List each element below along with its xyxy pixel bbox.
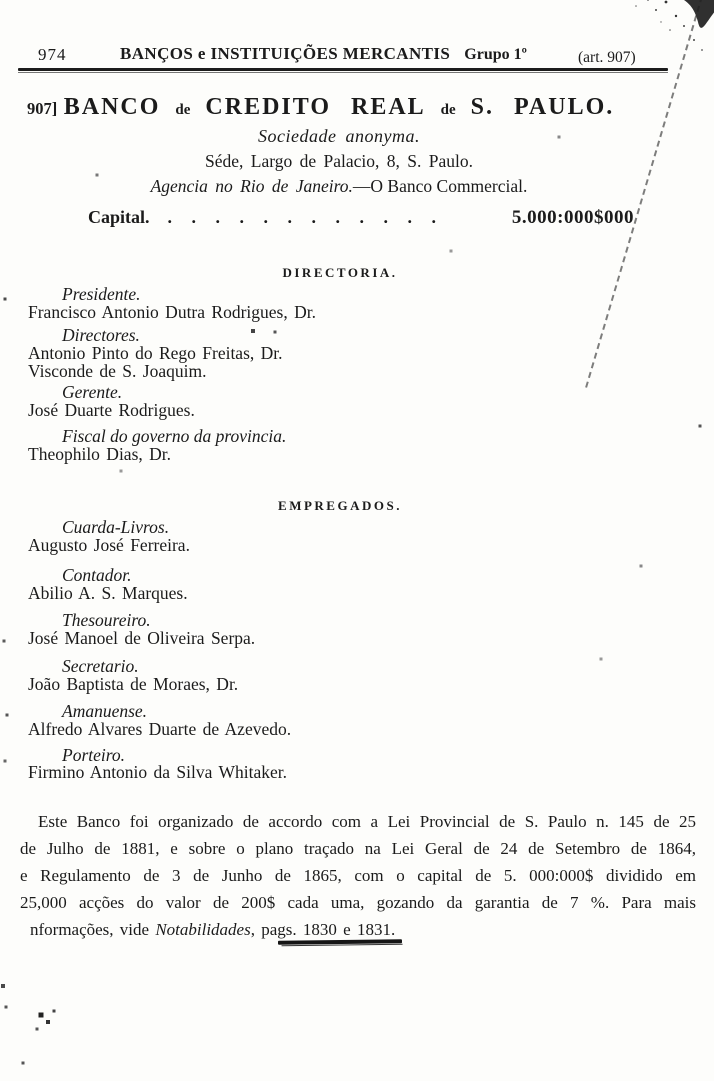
paragraph-line: de Julho de 1881, e sobre o plano traçado na Lei Geral de 24 de Setembro de 1864, [20, 839, 696, 858]
role-label: Cuarda-Livros. [62, 517, 170, 537]
entry-number: 907] [27, 99, 58, 118]
header-rule [18, 68, 668, 74]
entry-divider-rule [278, 939, 402, 945]
scan-speckles [0, 0, 2, 2]
person-name: Alfredo Alvares Duarte de Azevedo. [28, 719, 292, 739]
person-name: Augusto José Ferreira. [28, 535, 190, 555]
section-heading-empregados: EMPREGADOS. [278, 498, 402, 513]
person-name: Francisco Antonio Dutra Rodrigues, Dr. [28, 302, 316, 322]
paragraph-line: e Regulamento de 3 de Junho de 1865, com o capital de 5. 000:000$ dividido em [20, 866, 696, 885]
capital-label: Capital. [88, 207, 150, 227]
page-number: 974 [38, 45, 67, 64]
role-label: Secretario. [62, 656, 139, 676]
article-reference: (art. 907) [578, 49, 636, 66]
person-name: Visconde de S. Joaquim. [28, 361, 207, 381]
bank-title-word: S. PAULO. [470, 94, 615, 120]
referenced-work: Notabilidades [155, 920, 251, 939]
role-label: Directores. [62, 325, 140, 345]
paragraph-line: nformações, vide Notabilidades, pags. 1830 e 1831. [30, 920, 396, 939]
person-name: José Manoel de Oliveira Serpa. [28, 628, 256, 648]
group-label: Grupo 1º [464, 46, 527, 63]
role-label: Thesoureiro. [62, 610, 151, 630]
bank-title [0, 94, 678, 121]
bank-title-word: BANCO [63, 94, 161, 120]
person-name: José Duarte Rodrigues. [28, 400, 195, 420]
bank-title-word: de [175, 102, 191, 118]
person-name: João Baptista de Moraes, Dr. [28, 674, 239, 694]
book-title: BANÇOS e INSTITUIÇÕES MERCANTIS [120, 44, 451, 63]
scan-ink-blotch [606, 0, 714, 66]
agency-bank: —O Banco Commercial. [352, 176, 528, 196]
agency-line [0, 176, 678, 197]
person-name: Antonio Pinto do Rego Freitas, Dr. [28, 343, 283, 363]
bank-title-word: CREDITO REAL [205, 94, 426, 120]
head-office-address: Séde, Largo de Palacio, 8, S. Paulo. [205, 151, 473, 171]
section-heading-directoria: DIRECTORIA. [282, 265, 398, 280]
role-label: Fiscal do governo da provincia. [62, 426, 287, 446]
capital-value: 5.000:000$000 [511, 207, 634, 228]
history-paragraph [20, 808, 696, 943]
role-label: Amanuense. [62, 701, 148, 721]
person-name: Abilio A. S. Marques. [28, 583, 188, 603]
paragraph-line: 25,000 acções do valor de 200$ cada uma, gozando da garantia de 7 %. Para mais [20, 893, 696, 912]
role-label: Presidente. [62, 284, 141, 304]
paragraph-line: Este Banco foi organizado de accordo com a Lei Provincial de S. Paulo n. 145 de 25 [38, 812, 696, 831]
person-name: Firmino Antonio da Silva Whitaker. [28, 762, 287, 782]
agency-city: Agencia no Rio de Janeiro. [150, 176, 353, 196]
running-header [120, 44, 590, 64]
role-label: Porteiro. [62, 745, 126, 765]
capital-line [88, 207, 634, 229]
bank-title-word: de [440, 102, 456, 118]
role-label: Contador. [62, 565, 132, 585]
company-type: Sociedade anonyma. [258, 126, 420, 146]
capital-dot-leader: . . . . . . . . . . . . [167, 207, 437, 227]
role-label: Gerente. [62, 382, 123, 402]
person-name: Theophilo Dias, Dr. [28, 444, 172, 464]
